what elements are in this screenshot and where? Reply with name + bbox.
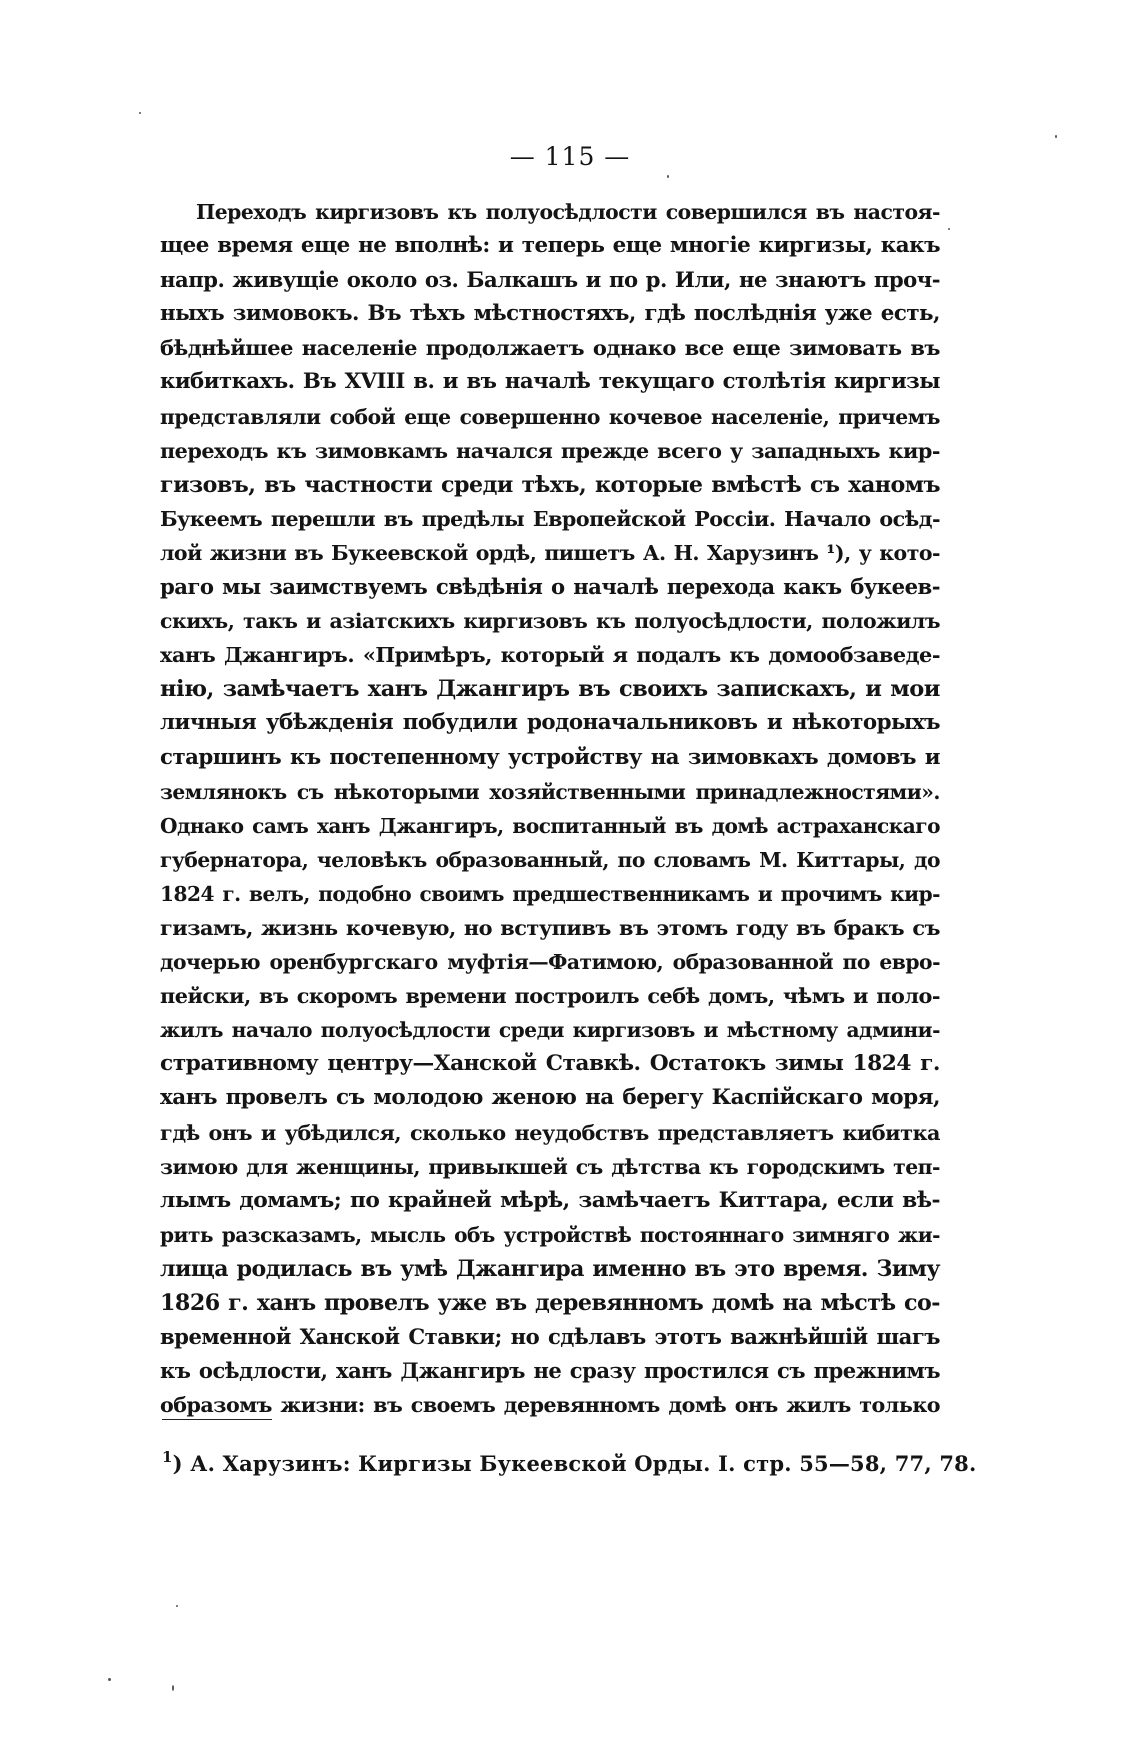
text-line: нію, замѣчаетъ ханъ Джангиръ въ своихъ запискахъ, и мои (160, 676, 940, 703)
text-line: переходъ къ зимовкамъ начался прежде всего у западныхъ кир- (160, 438, 940, 463)
scan-speck (948, 228, 950, 230)
text-line: гизовъ, въ частности среди тѣхъ, которые вмѣстѣ съ ханомъ (160, 471, 940, 498)
text-line: скихъ, такъ и азіатскихъ киргизовъ къ полуосѣдлости, положилъ (160, 609, 940, 634)
text-line: лой жизни въ Букеевской ордѣ, пишетъ А. Н. Харузинъ ¹), у кото- (160, 540, 940, 565)
footnote-divider (162, 1419, 272, 1420)
text-line: землянокъ съ нѣкоторыми хозяйственными принадлежностями». (160, 779, 940, 804)
text-line: 1826 г. ханъ провелъ уже въ деревянномъ домѣ на мѣстѣ со- (160, 1290, 940, 1316)
text-line: бѣднѣйшее населеніе продолжаетъ однако все еще зимовать въ (160, 335, 940, 361)
text-line: губернатора, человѣкъ образованный, по словамъ М. Киттары, до (160, 847, 940, 872)
text-line: кибиткахъ. Въ XVIII в. и въ началѣ текущаго столѣтія киргизы (160, 369, 940, 395)
text-line: представляли собой еще совершенно кочевое населеніе, причемъ (160, 404, 940, 429)
footnote (162, 1448, 977, 1476)
text-line: напр. живущіе около оз. Балкашъ и по р. Или, не знаютъ проч- (160, 267, 940, 293)
footnote-text: ) А. Харузинъ: Киргизы Букеевской Орды. I. стр. 55—58, 77, 78. (172, 1451, 977, 1476)
text-line: щее время еще не вполнѣ: и теперь еще многіе киргизы, какъ (160, 233, 940, 259)
text-line: старшинъ къ постепенному устройству на зимовкахъ домовъ и (160, 744, 940, 770)
text-line: Однако самъ ханъ Джангиръ, воспитанный въ домѣ астраханскаго (160, 813, 940, 838)
text-line: гдѣ онъ и убѣдился, сколько неудобствъ представляетъ кибитка (160, 1119, 940, 1145)
text-line: рить разсказамъ, мысль объ устройствѣ постояннаго зимняго жи- (160, 1222, 940, 1247)
text-line: Букеемъ перешли въ предѣлы Европейской Россіи. Начало осѣд- (160, 506, 940, 531)
text-line: стративному центру—Ханской Ставкѣ. Остатокъ зимы 1824 г. (160, 1051, 940, 1077)
text-line: лища родилась въ умѣ Джангира именно въ это время. Зиму (160, 1255, 940, 1282)
text-line: временной Ханской Ставки; но сдѣлавъ этотъ важнѣйшій шагъ (160, 1324, 940, 1350)
text-line: ханъ Джангиръ. «Примѣръ, который я подалъ къ домообзаведе- (160, 642, 940, 668)
text-line: къ осѣдлости, ханъ Джангиръ не сразу простился съ прежнимъ (160, 1358, 940, 1384)
footnote-marker: 1 (162, 1448, 173, 1466)
scan-speck (172, 1685, 174, 1691)
scan-speck (139, 112, 141, 114)
text-line: Переходъ киргизовъ къ полуосѣдлости совершился въ настоя- (196, 200, 940, 224)
text-line: лымъ домамъ; по крайней мѣрѣ, замѣчаетъ Киттара, если вѣ- (160, 1187, 940, 1213)
text-line: ныхъ зимовокъ. Въ тѣхъ мѣстностяхъ, гдѣ послѣднія уже есть, (160, 301, 940, 327)
body-text (160, 195, 940, 1422)
text-line: пейски, въ скоромъ времени построилъ себѣ домъ, чѣмъ и поло- (160, 983, 940, 1009)
text-line: личныя убѣжденія побудили родоначальниковъ и нѣкоторыхъ (160, 710, 940, 736)
scan-speck (667, 175, 669, 178)
scan-speck (1055, 135, 1057, 138)
scan-speck (176, 1605, 178, 1607)
text-line: дочерью оренбургскаго муфтія—Фатимою, образованной по евро- (160, 950, 940, 975)
text-line: зимою для женщины, привыкшей съ дѣтства къ городскимъ теп- (160, 1154, 940, 1179)
text-line: жилъ начало полуосѣдлости среди киргизовъ и мѣстному админи- (160, 1018, 940, 1043)
text-line: раго мы заимствуемъ свѣдѣнія о началѣ перехода какъ букеев- (160, 574, 940, 600)
scan-speck (108, 1678, 111, 1681)
text-line: гизамъ, жизнь кочевую, но вступивъ въ этомъ году въ бракъ съ (160, 914, 940, 940)
page-number: — 115 — (509, 142, 631, 171)
text-line: 1824 г. велъ, подобно своимъ предшественникамъ и прочимъ кир- (160, 881, 940, 906)
text-line: ханъ провелъ съ молодою женою на берегу Каспійскаго моря, (160, 1085, 940, 1111)
text-line: образомъ жизни: въ своемъ деревянномъ домѣ онъ жилъ только (160, 1393, 940, 1418)
